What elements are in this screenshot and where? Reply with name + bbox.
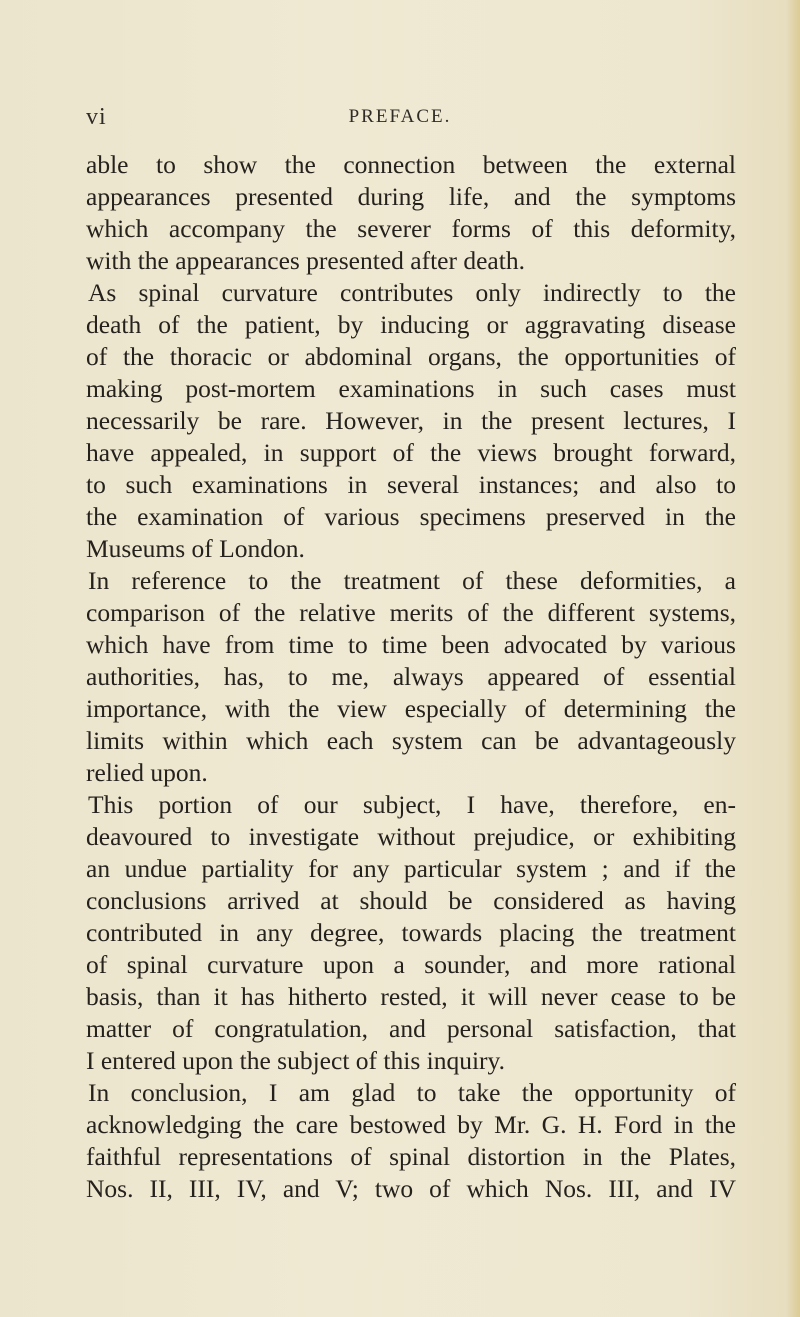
page-edge-shadow (786, 0, 800, 1317)
text-line: deavoured to investigate without prejudice, or exhibiting (86, 822, 736, 851)
text-line: to such examinations in several instances; and also to (86, 470, 736, 499)
text-line: This portion of our subject, I have, therefore, en- (88, 790, 736, 819)
text-line: matter of congratulation, and personal satisfaction, that (86, 1014, 736, 1043)
text-line: importance, with the view especially of determining the (86, 694, 736, 723)
text-line: basis, than it has hitherto rested, it will never cease to be (86, 982, 736, 1011)
text-line: of spinal curvature upon a sounder, and more rational (86, 950, 736, 979)
text-line: making post-mortem examinations in such cases must (86, 374, 736, 403)
text-line: relied upon. (86, 758, 208, 787)
text-line: I entered upon the subject of this inquiry. (86, 1046, 505, 1075)
running-head: PREFACE. (348, 106, 452, 127)
text-line: acknowledging the care bestowed by Mr. G. H. Ford in the (86, 1110, 736, 1139)
page-header (0, 100, 800, 134)
text-line: Museums of London. (86, 534, 305, 563)
text-line: In reference to the treatment of these deformities, a (88, 566, 736, 595)
text-line: In conclusion, I am glad to take the opportunity of (88, 1078, 736, 1107)
text-line: Nos. II, III, IV, and V; two of which Nos. III, and IV (86, 1174, 736, 1203)
text-line: with the appearances presented after death. (86, 246, 525, 275)
text-line: faithful representations of spinal distortion in the Plates, (86, 1142, 736, 1171)
text-line: authorities, has, to me, always appeared of essential (86, 662, 736, 691)
text-line: contributed in any degree, towards placing the treatment (86, 918, 736, 947)
text-line: appearances presented during life, and the symptoms (86, 182, 736, 211)
text-line: limits within which each system can be advantageously (86, 726, 736, 755)
text-line: As spinal curvature contributes only indirectly to the (88, 278, 736, 307)
text-line: death of the patient, by inducing or aggravating disease (86, 310, 736, 339)
text-line: of the thoracic or abdominal organs, the opportunities of (86, 342, 736, 371)
text-line: which accompany the severer forms of this deformity, (86, 214, 736, 243)
text-line: conclusions arrived at should be considered as having (86, 886, 736, 915)
text-line: the examination of various specimens preserved in the (86, 502, 736, 531)
text-line: which have from time to time been advocated by various (86, 630, 736, 659)
text-line: necessarily be rare. However, in the present lectures, I (86, 406, 736, 435)
text-line: an undue partiality for any particular system ; and if the (86, 854, 736, 883)
text-line: comparison of the relative merits of the different systems, (86, 598, 736, 627)
body-text (86, 149, 736, 1205)
text-line: have appealed, in support of the views brought forward, (86, 438, 736, 467)
page-number: vi (86, 104, 107, 130)
text-line: able to show the connection between the external (86, 150, 736, 179)
